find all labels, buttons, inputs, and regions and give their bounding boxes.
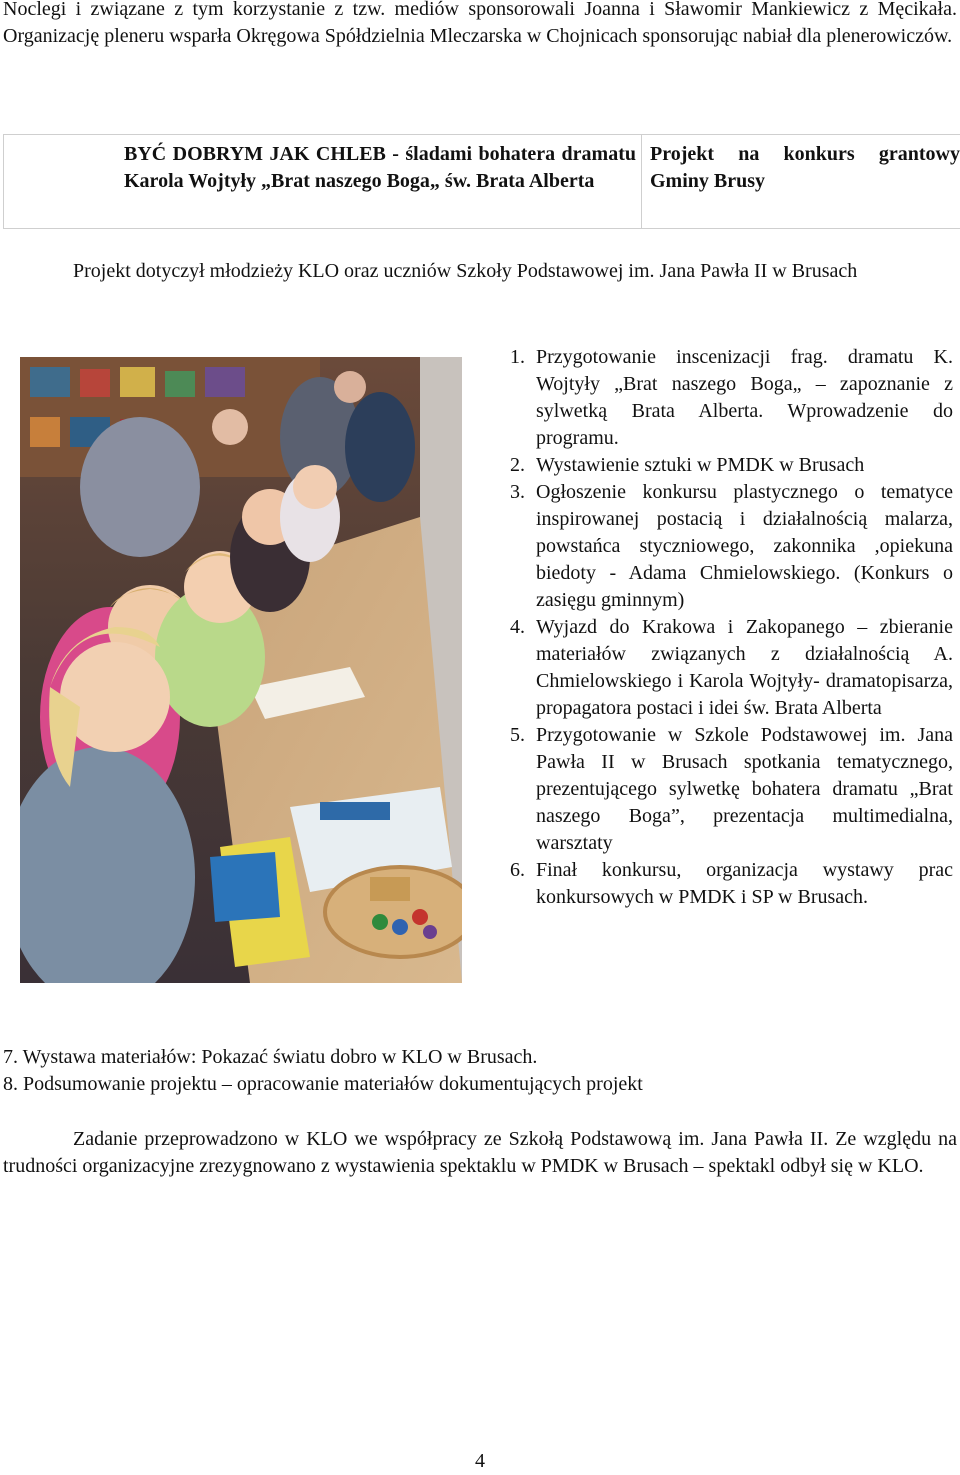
- photo-children-at-table: [20, 357, 462, 983]
- list-item: 4. Wyjazd do Krakowa i Zakopanego – zbieranie materiałów związanych z działalnością A. Chmielowskiego i Karola Wojtyły- dramatopisarza, propagatora postaci i idei św. Brata Alberta: [510, 616, 953, 719]
- list-item: 3. Ogłoszenie konkursu plastycznego o tematyce inspirowanej postacią i działalnością malarza, powstańca styczniowego, zakonnika ,opiekuna biedoty - Adama Chmielowskiego. (Konkurs o zasięgu gminnym): [510, 481, 953, 611]
- project-title: BYĆ DOBRYM JAK CHLEB - śladami bohatera dramatu Karola Wojtyły „Brat naszego Boga„ św. Brata Alberta: [124, 143, 636, 192]
- list-item: 7. Wystawa materiałów: Pokazać światu dobro w KLO w Brusach.: [3, 1046, 538, 1068]
- page-number: 4: [475, 1450, 485, 1472]
- project-steps-list: [510, 344, 953, 911]
- list-item: 6. Finał konkursu, organizacja wystawy prac konkursowych w PMDK i SP w Brusach.: [510, 859, 953, 908]
- summary-paragraph: Zadanie przeprowadzono w KLO we współpracy ze Szkołą Podstawową im. Jana Pawła II. Ze względu na trudności organizacyjne zrezygnowano z wystawienia spektaklu w PMDK w Brusach – spektakl odbył się w KLO.: [3, 1128, 957, 1177]
- list-item: 1. Przygotowanie inscenizacji frag. dramatu K. Wojtyły „Brat naszego Boga„ – zapoznanie z sylwetką Brata Alberta. Wprowadzenie do programu.: [510, 346, 953, 449]
- list-item: 5. Przygotowanie w Szkole Podstawowej im. Jana Pawła II w Brusach spotkania tematycznego, prezentującego sylwetkę bohatera dramatu „Brat naszego Boga”, prezentacja multimedialna, warsztaty: [510, 724, 953, 854]
- project-title-table: [3, 134, 960, 229]
- grant-label: Projekt na konkurs grantowy Gminy Brusy: [650, 143, 960, 192]
- title-cell-left: [4, 135, 642, 228]
- project-scope-paragraph: Projekt dotyczył młodzieży KLO oraz uczniów Szkoły Podstawowej im. Jana Pawła II w Brusach: [73, 260, 858, 282]
- intro-paragraph: Noclegi i związane z tym korzystanie z tzw. mediów sponsorowali Joanna i Sławomir Mankiewicz z Męcikała. Organizację pleneru wsparła Okręgowa Spółdzielnia Mleczarska w Chojnicach sponsorując nabiał dla plenerowiczów.: [3, 0, 957, 47]
- additional-steps: [3, 1044, 957, 1098]
- list-item: 2. Wystawienie sztuki w PMDK w Brusach: [510, 454, 865, 476]
- title-cell-right: [642, 135, 960, 228]
- list-item: 8. Podsumowanie projektu – opracowanie materiałów dokumentujących projekt: [3, 1073, 643, 1095]
